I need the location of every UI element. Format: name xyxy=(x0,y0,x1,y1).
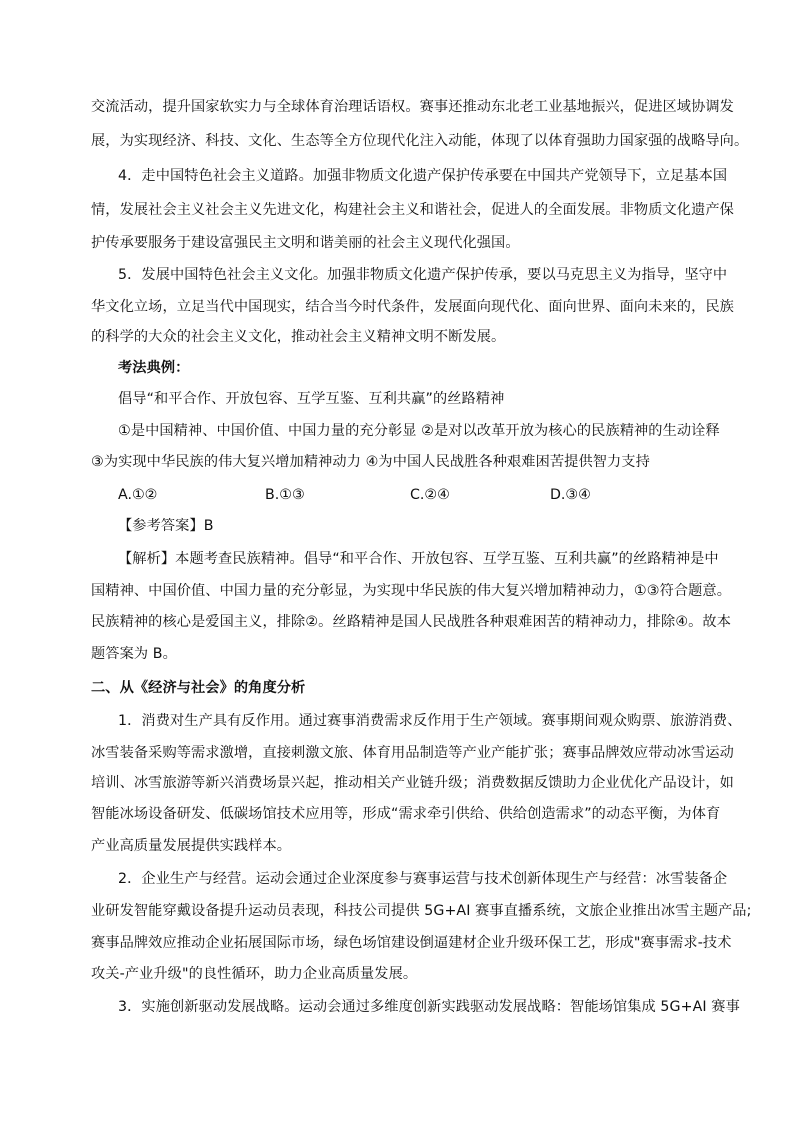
analysis-text: 题答案为 B。 xyxy=(91,646,177,662)
question-statements: ①是中国精神、中国价值、中国力量的充分彰显 ②是对以改革开放为核心的民族精神的生动诠释 xyxy=(118,423,720,439)
example-heading: 考法典例： xyxy=(118,360,190,376)
paragraph-line: 情，发展社会主义社会主义先进文化，构建社会主义和谐社会，促进人的全面发展。非物质文化遗产保 xyxy=(91,202,734,218)
paragraph-line: 攻关-产业升级"的良性循环，助力企业高质量发展。 xyxy=(91,966,418,982)
option-d: D.③④ xyxy=(550,487,591,503)
option-a: A.①② xyxy=(118,487,158,503)
analysis-text: 国精神、中国价值、中国力量的充分彰显，为实现中华民族的伟大复兴增加精神动力，①③符合题意。 xyxy=(91,583,732,599)
paragraph-line: 展，为实现经济、科技、文化、生态等全方位现代化注入动能，体现了以体育强助力国家强的战略导向。 xyxy=(91,133,749,149)
paragraph-line: 1．消费对生产具有反作用。通过赛事消费需求反作用于生产领域。赛事期间观众购票、旅游消费、 xyxy=(118,713,742,729)
analysis-text: 【解析】本题考查民族精神。倡导“和平合作、开放包容、互学互鉴、互利共赢”的丝路精神是中 xyxy=(118,551,719,567)
paragraph-line: 培训、冰雪旅游等新兴消费场景兴起，推动相关产业链升级；消费数据反馈助力企业优化产品设计，如 xyxy=(91,775,734,791)
paragraph-line: 冰雪装备采购等需求激增，直接刺激文旅、体育用品制造等产业产能扩张；赛事品牌效应带动冰雪运动 xyxy=(91,745,734,761)
paragraph-line: 华文化立场，立足当代中国现实，结合当今时代条件，发展面向现代化、面向世界、面向未来的，民族 xyxy=(91,299,734,315)
paragraph-line: 3．实施创新驱动发展战略。运动会通过多维度创新实践驱动发展战略：智能场馆集成 5G+AI 赛事 xyxy=(118,999,740,1015)
question-statements: ③为实现中华民族的伟大复兴增加精神动力 ④为中国人民战胜各种艰难困苦提供智力支持 xyxy=(91,454,650,470)
paragraph-line: 护传承要服务于建设富强民主文明和谐美丽的社会主义现代化强国。 xyxy=(91,235,520,251)
paragraph-line: 赛事品牌效应推动企业拓展国际市场，绿色场馆建设倒逼建材企业升级环保工艺，形成"赛事需求-技术 xyxy=(91,935,732,951)
paragraph-line: 4．走中国特色社会主义道路。加强非物质文化遗产保护传承要在中国共产党领导下，立足基本国 xyxy=(118,168,728,184)
analysis-text: 民族精神的核心是爱国主义，排除②。丝路精神是国人民战胜各种艰难困苦的精神动力，排除④。故本 xyxy=(91,614,732,630)
paragraph-line: 产业高质量发展提供实践样本。 xyxy=(91,838,292,854)
paragraph-line: 业研发智能穿戴设备提升运动员表现，科技公司提供 5G+AI 赛事直播系统，文旅企业推出冰雪主题产品; xyxy=(91,903,752,919)
reference-answer: 【参考答案】B xyxy=(118,518,214,534)
paragraph-line: 智能冰场设备研发、低碳场馆技术应用等，形成“需求牵引供给、供给创造需求”的动态平衡，为体育 xyxy=(91,806,721,822)
paragraph-line: 的科学的大众的社会主义文化，推动社会主义精神文明不断发展。 xyxy=(91,329,506,345)
paragraph-line: 交流活动，提升国家软实力与全球体育治理话语权。赛事还推动东北老工业基地振兴，促进区域协调发 xyxy=(91,99,734,115)
paragraph-line: 5．发展中国特色社会主义文化。加强非物质文化遗产保护传承，要以马克思主义为指导，坚守中 xyxy=(118,267,728,283)
paragraph-line: 2．企业生产与经营。运动会通过企业深度参与赛事运营与技术创新体现生产与经营：冰雪装备企 xyxy=(118,871,728,887)
option-b: B.①③ xyxy=(265,487,305,503)
option-c: C.②④ xyxy=(410,487,450,503)
section-heading: 二、从《经济与社会》的角度分析 xyxy=(91,680,306,696)
question-stem: 倡导“和平合作、开放包容、互学互鉴、互利共赢”的丝路精神 xyxy=(118,391,505,407)
